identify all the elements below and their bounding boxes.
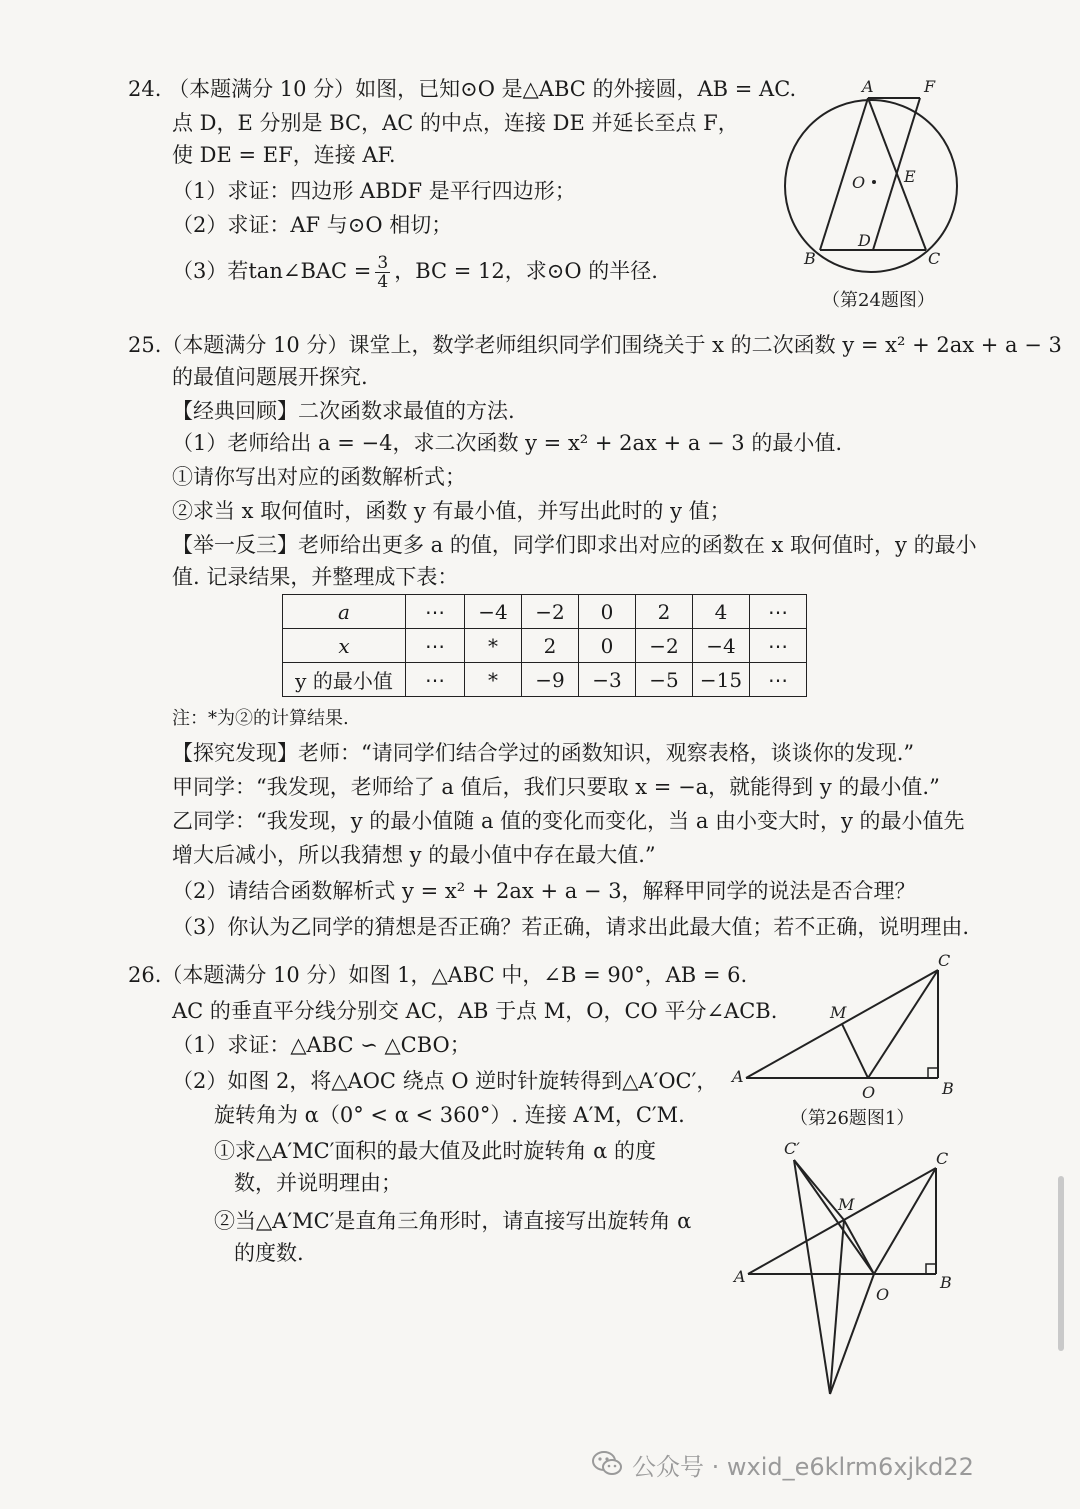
- label-c: C: [938, 952, 951, 970]
- label-c: C: [928, 249, 941, 268]
- q25-part1: （1）老师给出 a = −4，求二次函数 y = x² + 2ax + a − 3 的最小值.: [172, 431, 842, 455]
- label-b: B: [804, 249, 816, 268]
- table-cell: x: [283, 629, 406, 663]
- right-angle-mark: [928, 1068, 938, 1078]
- fraction: [375, 254, 390, 291]
- q25-yi2: 增大后减小，所以我猜想 y 的最小值中存在最大值.”: [172, 843, 656, 867]
- q26-fig1-caption: （第26题图1）: [790, 1108, 915, 1129]
- table-cell: y 的最小值: [283, 663, 406, 697]
- scrollbar[interactable]: [1058, 1176, 1064, 1351]
- fraction-denominator: 4: [377, 272, 389, 292]
- table-row: [283, 663, 807, 697]
- table-cell: ⋯: [406, 629, 465, 663]
- q25-line1: 25.（本题满分 10 分）课堂上，数学老师组织同学们围绕关于 x 的二次函数 y = x² + 2ax + a − 3: [128, 333, 1062, 357]
- segment-mo: [842, 1024, 868, 1078]
- table-cell: *: [465, 663, 522, 697]
- label-a: A: [862, 77, 874, 96]
- q24-part2: （2）求证：AF 与⊙O 相切；: [172, 213, 453, 237]
- segment-a-prime-c-prime: [794, 1160, 830, 1394]
- q25-part2: （2）请结合函数解析式 y = x² + 2ax + a − 3，解释甲同学的说法是否合理？: [172, 879, 916, 903]
- label-o: O: [876, 1285, 890, 1304]
- q26-sub1a: ①求△A′MC′面积的最大值及此时旋转角 α 的度: [214, 1139, 656, 1163]
- q26-figure1: [728, 952, 968, 1102]
- q25-line2: 的最值问题展开探究.: [172, 365, 368, 389]
- q25-sub1: ①请你写出对应的函数解析式；: [172, 465, 466, 489]
- q24-part3-post: ，BC = 12，求⊙O 的半径.: [394, 259, 658, 283]
- q25-jia: 甲同学：“我发现，老师给了 a 值后，我们只要取 x = −a，就能得到 y 的最小值.”: [172, 775, 940, 799]
- center-point: [872, 180, 876, 184]
- q24-line2: 点 D，E 分别是 BC，AC 的中点，连接 DE 并延长至点 F，: [172, 111, 739, 135]
- table-cell: −4: [465, 595, 522, 629]
- label-o: O: [862, 1083, 876, 1102]
- q24-figure: [776, 74, 976, 280]
- table-row: [283, 629, 807, 663]
- q25-review: 【经典回顾】二次函数求最值的方法.: [172, 399, 515, 423]
- q25-sub2: ②求当 x 取何值时，函数 y 有最小值，并写出此时的 y 值；: [172, 499, 731, 523]
- label-a: A: [732, 1067, 744, 1086]
- q26-part1: （1）求证：△ABC ∽ △CBO；: [172, 1033, 471, 1057]
- table-cell: 0: [579, 595, 636, 629]
- table-cell: 2: [522, 629, 579, 663]
- q25-table: [282, 594, 807, 697]
- table-cell: −5: [636, 663, 693, 697]
- label-c-prime: C′: [784, 1139, 800, 1158]
- segment-oa-prime: [830, 1274, 874, 1394]
- q26-line2: AC 的垂直平分线分别交 AC，AB 于点 M，O，CO 平分∠ACB.: [172, 999, 778, 1023]
- watermark-text: 公众号 · wxid_e6klrm6xjkd22: [632, 1453, 974, 1481]
- q26-part2a: （2）如图 2，将△AOC 绕点 O 逆时针旋转得到△A′OC′，: [172, 1069, 718, 1093]
- q25-extend2: 值. 记录结果，并整理成下表：: [172, 565, 459, 589]
- table-cell: *: [465, 629, 522, 663]
- q26-sub2a: ②当△A′MC′是直角三角形时，请直接写出旋转角 α: [214, 1209, 692, 1233]
- circumcircle: [785, 100, 957, 272]
- table-cell: −15: [693, 663, 750, 697]
- q24-part1: （1）求证：四边形 ABDF 是平行四边形；: [172, 179, 576, 203]
- wechat-icon: [590, 1446, 624, 1480]
- table-cell: a: [283, 595, 406, 629]
- q25-extend1: 【举一反三】老师给出更多 a 的值，同学们即求出对应的函数在 x 取何值时，y 的最小: [172, 533, 977, 557]
- table-cell: −4: [693, 629, 750, 663]
- table-cell: 4: [693, 595, 750, 629]
- table-cell: −3: [579, 663, 636, 697]
- label-e: E: [904, 167, 916, 186]
- segment-ac: [748, 1168, 936, 1274]
- q24-part3: [172, 254, 658, 291]
- q26-part2b: 旋转角为 α（0° < α < 360°）. 连接 A′M，C′M.: [214, 1103, 685, 1127]
- q24-part3-pre: （3）若tan∠BAC =: [172, 259, 372, 283]
- segment-co: [868, 970, 938, 1078]
- q24-line1: 24. （本题满分 10 分）如图，已知⊙O 是△ABC 的外接圆，AB = AC.: [128, 77, 797, 101]
- label-m: M: [838, 1195, 855, 1214]
- q25-note: 注：*为②的计算结果.: [172, 708, 349, 729]
- q26-figure2: [728, 1134, 968, 1404]
- segment-a-prime-m: [830, 1220, 844, 1394]
- q26-sub2b: 的度数.: [234, 1241, 304, 1265]
- q25-yi1: 乙同学：“我发现，y 的最小值随 a 值的变化而变化，当 a 由小变大时，y 的最小值先: [172, 809, 965, 833]
- q26-sub1b: 数，并说明理由；: [234, 1171, 402, 1195]
- table-cell: ⋯: [406, 595, 465, 629]
- table-row: [283, 595, 807, 629]
- table-cell: −9: [522, 663, 579, 697]
- label-d: D: [858, 231, 871, 250]
- table-cell: 2: [636, 595, 693, 629]
- right-angle-mark: [926, 1264, 936, 1274]
- table-cell: −2: [522, 595, 579, 629]
- table-cell: 0: [579, 629, 636, 663]
- q24-line3: 使 DE = EF，连接 AF.: [172, 143, 396, 167]
- segment-co: [874, 1168, 936, 1274]
- label-f: F: [924, 77, 936, 96]
- q26-line1: 26.（本题满分 10 分）如图 1，△ABC 中，∠B = 90°，AB = 6.: [128, 963, 748, 987]
- label-b: B: [942, 1079, 954, 1098]
- fraction-numerator: 3: [377, 253, 389, 273]
- segment-oc-prime: [794, 1160, 874, 1274]
- label-a: A: [734, 1267, 746, 1286]
- label-b: B: [940, 1273, 952, 1292]
- q25-part3: （3）你认为乙同学的猜想是否正确？若正确，请求出此最大值；若不正确，说明理由.: [172, 915, 970, 939]
- table-cell: ⋯: [406, 663, 465, 697]
- label-c: C: [936, 1149, 949, 1168]
- label-o: O: [852, 173, 866, 192]
- table-cell: ⋯: [750, 595, 807, 629]
- label-m: M: [830, 1003, 847, 1022]
- q24-figure-caption: （第24题图）: [822, 290, 935, 311]
- table-cell: −2: [636, 629, 693, 663]
- q25-discover: 【探究发现】老师：“请同学们结合学过的函数知识，观察表格，谈谈你的发现.”: [172, 741, 915, 765]
- table-cell: ⋯: [750, 629, 807, 663]
- table-cell: ⋯: [750, 663, 807, 697]
